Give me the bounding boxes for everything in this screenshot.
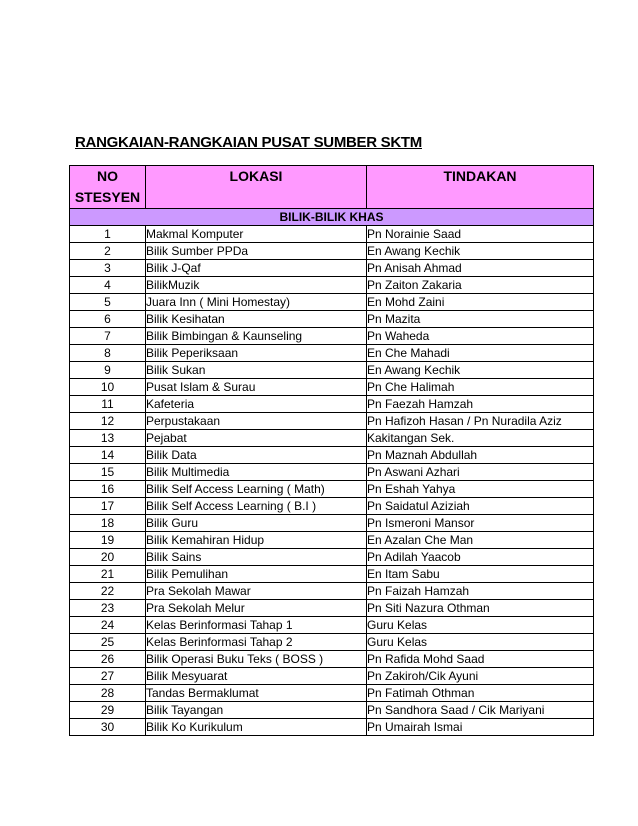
cell-lokasi: Bilik Mesyuarat [146,668,367,685]
cell-no: 26 [70,651,146,668]
cell-tindakan: Pn Adilah Yaacob [367,549,594,566]
cell-tindakan: En Azalan Che Man [367,532,594,549]
cell-tindakan: Pn Faizah Hamzah [367,583,594,600]
cell-lokasi: Pejabat [146,430,367,447]
cell-lokasi: Bilik Sumber PPDa [146,243,367,260]
table-row [70,277,594,294]
table-row [70,328,594,345]
cell-no: 6 [70,311,146,328]
table-row [70,651,594,668]
cell-lokasi: Bilik Bimbingan & Kaunseling [146,328,367,345]
resource-centre-table [69,165,594,736]
cell-tindakan: Pn Zakiroh/Cik Ayuni [367,668,594,685]
table-row [70,464,594,481]
table-row [70,583,594,600]
cell-no: 9 [70,362,146,379]
cell-lokasi: Pra Sekolah Mawar [146,583,367,600]
table-row [70,430,594,447]
table-row [70,396,594,413]
table-row [70,294,594,311]
table-row [70,481,594,498]
table-row [70,719,594,736]
cell-tindakan: Pn Anisah Ahmad [367,260,594,277]
table-row [70,345,594,362]
cell-tindakan: Pn Mazita [367,311,594,328]
cell-lokasi: Bilik Self Access Learning ( B.I ) [146,498,367,515]
cell-no: 25 [70,634,146,651]
table-row [70,532,594,549]
cell-lokasi: Bilik Tayangan [146,702,367,719]
cell-lokasi: BilikMuzik [146,277,367,294]
cell-no: 22 [70,583,146,600]
cell-no: 30 [70,719,146,736]
cell-lokasi: Pusat Islam & Surau [146,379,367,396]
table-row [70,600,594,617]
cell-lokasi: Bilik Ko Kurikulum [146,719,367,736]
document-title: RANGKAIAN-RANGKAIAN PUSAT SUMBER SKTM [75,134,422,151]
cell-tindakan: Pn Che Halimah [367,379,594,396]
cell-tindakan: Pn Siti Nazura Othman [367,600,594,617]
cell-lokasi: Bilik Kesihatan [146,311,367,328]
cell-no: 15 [70,464,146,481]
header-no-line1: NO [97,168,118,184]
cell-lokasi: Juara Inn ( Mini Homestay) [146,294,367,311]
table-row [70,617,594,634]
table-row [70,243,594,260]
cell-lokasi: Bilik Kemahiran Hidup [146,532,367,549]
cell-no: 14 [70,447,146,464]
cell-tindakan: En Awang Kechik [367,362,594,379]
cell-tindakan: En Mohd Zaini [367,294,594,311]
table-row [70,379,594,396]
cell-tindakan: En Che Mahadi [367,345,594,362]
cell-no: 11 [70,396,146,413]
cell-tindakan: Pn Hafizoh Hasan / Pn Nuradila Aziz [367,413,594,430]
cell-lokasi: Pra Sekolah Melur [146,600,367,617]
cell-tindakan: Pn Sandhora Saad / Cik Mariyani [367,702,594,719]
table-row [70,498,594,515]
table-row [70,566,594,583]
cell-no: 5 [70,294,146,311]
cell-tindakan: Guru Kelas [367,634,594,651]
cell-no: 1 [70,226,146,243]
cell-no: 27 [70,668,146,685]
cell-lokasi: Bilik Sukan [146,362,367,379]
cell-no: 23 [70,600,146,617]
table-row [70,549,594,566]
cell-no: 20 [70,549,146,566]
cell-lokasi: Bilik Guru [146,515,367,532]
cell-lokasi: Kafeteria [146,396,367,413]
cell-no: 19 [70,532,146,549]
cell-tindakan: Pn Ismeroni Mansor [367,515,594,532]
table-row [70,702,594,719]
cell-tindakan: Pn Norainie Saad [367,226,594,243]
table-row [70,685,594,702]
cell-tindakan: Pn Zaiton Zakaria [367,277,594,294]
cell-no: 28 [70,685,146,702]
cell-tindakan: Pn Faezah Hamzah [367,396,594,413]
table-header-row [70,166,594,209]
cell-no: 16 [70,481,146,498]
section-label: BILIK-BILIK KHAS [70,209,594,226]
header-tindakan: TINDAKAN [367,166,594,209]
cell-no: 2 [70,243,146,260]
cell-lokasi: Bilik Operasi Buku Teks ( BOSS ) [146,651,367,668]
table-row [70,413,594,430]
cell-lokasi: Bilik J-Qaf [146,260,367,277]
cell-no: 10 [70,379,146,396]
cell-tindakan: Kakitangan Sek. [367,430,594,447]
cell-no: 13 [70,430,146,447]
cell-lokasi: Bilik Multimedia [146,464,367,481]
cell-no: 21 [70,566,146,583]
cell-no: 17 [70,498,146,515]
cell-no: 8 [70,345,146,362]
cell-tindakan: Pn Fatimah Othman [367,685,594,702]
table-row [70,515,594,532]
cell-tindakan: En Awang Kechik [367,243,594,260]
cell-no: 24 [70,617,146,634]
cell-lokasi: Tandas Bermaklumat [146,685,367,702]
table-row [70,260,594,277]
cell-lokasi: Bilik Self Access Learning ( Math) [146,481,367,498]
cell-no: 29 [70,702,146,719]
table-row [70,447,594,464]
cell-lokasi: Makmal Komputer [146,226,367,243]
cell-lokasi: Kelas Berinformasi Tahap 1 [146,617,367,634]
header-lokasi: LOKASI [146,166,367,209]
cell-lokasi: Bilik Peperiksaan [146,345,367,362]
cell-no: 18 [70,515,146,532]
cell-lokasi: Bilik Pemulihan [146,566,367,583]
table-row [70,362,594,379]
table-row [70,634,594,651]
cell-tindakan: Pn Saidatul Aziziah [367,498,594,515]
cell-no: 7 [70,328,146,345]
cell-no: 3 [70,260,146,277]
cell-tindakan: Pn Aswani Azhari [367,464,594,481]
cell-tindakan: Pn Rafida Mohd Saad [367,651,594,668]
header-no-line2: STESYEN [74,189,141,205]
cell-no: 4 [70,277,146,294]
cell-tindakan: Guru Kelas [367,617,594,634]
table-row [70,226,594,243]
table-row [70,668,594,685]
cell-tindakan: Pn Eshah Yahya [367,481,594,498]
table-row [70,311,594,328]
cell-lokasi: Bilik Data [146,447,367,464]
section-row [70,209,594,226]
cell-tindakan: En Itam Sabu [367,566,594,583]
cell-lokasi: Bilik Sains [146,549,367,566]
cell-tindakan: Pn Waheda [367,328,594,345]
cell-no: 12 [70,413,146,430]
cell-lokasi: Perpustakaan [146,413,367,430]
header-no-stesyen [70,166,146,209]
cell-tindakan: Pn Umairah Ismai [367,719,594,736]
cell-tindakan: Pn Maznah Abdullah [367,447,594,464]
cell-lokasi: Kelas Berinformasi Tahap 2 [146,634,367,651]
